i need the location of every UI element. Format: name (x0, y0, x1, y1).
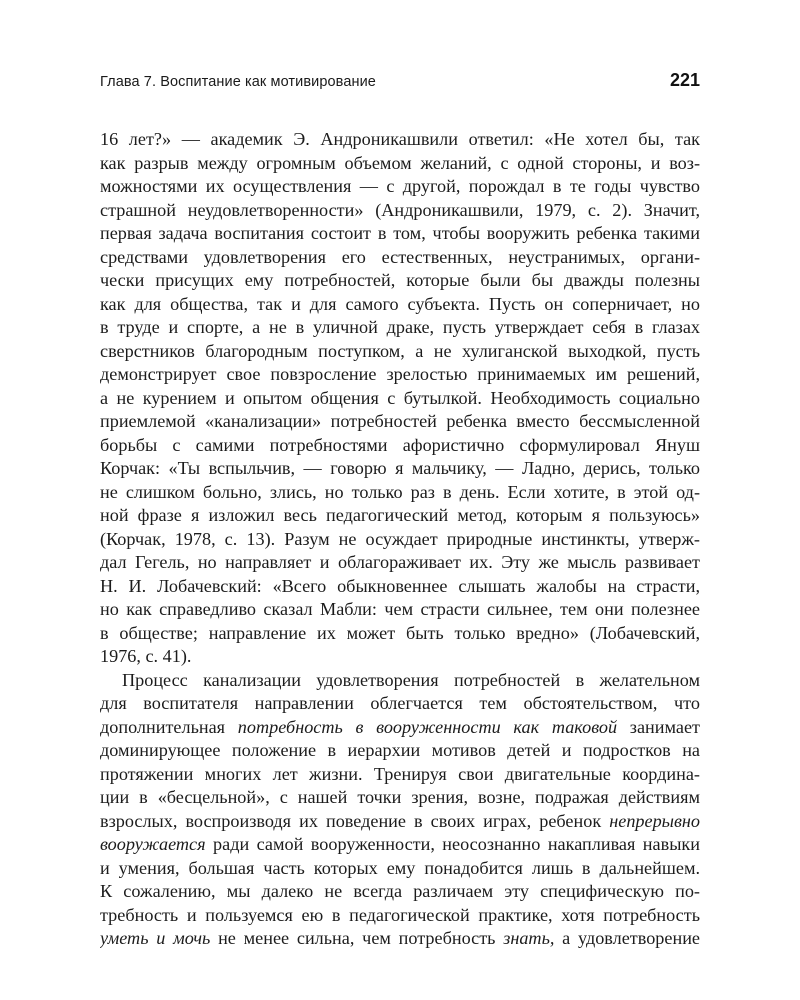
text-segment: протяжении многих лет жизни. Тренируя свои двигательные координа- (100, 763, 700, 784)
text-segment: дополнительная (100, 716, 238, 737)
text-line (100, 575, 700, 599)
text-line (100, 246, 700, 270)
text-segment: ции в «бесцельной», с нашей точки зрения, возне, подражая действиям (100, 787, 700, 807)
text-segment: взрослых, воспроизводя их поведение в своих играх, ребенок (100, 810, 610, 831)
text-line (100, 293, 700, 317)
text-line (100, 645, 700, 669)
text-segment: сверстников благородным поступком, а не хулиганской выходкой, пусть (100, 340, 700, 361)
text-segment: в труде и спорте, а не в уличной драке, пусть утверждает себя в глазах (100, 317, 700, 337)
text-segment: как для общества, так и для самого субъекта. Пусть он соперничает, но (100, 293, 700, 314)
text-line (100, 857, 700, 881)
text-segment: доминирующее положение в иерархии мотивов детей и подростков на (100, 740, 700, 760)
text-segment: страшной неудовлетворенности» (Андроникашвили, 1979, с. 2). Значит, (100, 199, 700, 220)
text-line (100, 269, 700, 293)
text-segment: первая задача воспитания состоит в том, чтобы вооружить ребенка такими (100, 223, 700, 243)
text-line (100, 786, 700, 810)
text-line (100, 551, 700, 575)
text-segment: приемлемой «канализации» потребностей ребенка вместо бессмысленной (100, 411, 700, 431)
paragraph (100, 669, 700, 951)
text-line (100, 927, 700, 951)
text-line (100, 763, 700, 787)
text-segment: и умения, большая часть которых ему понадобится лишь в дальнейшем. (100, 857, 700, 878)
text-line (100, 387, 700, 411)
text-segment: чески присущих ему потребностей, которые были бы дважды полезны (100, 270, 700, 290)
text-segment: (Корчак, 1978, с. 13). Разум не осуждает природные инстинкты, утверж- (100, 528, 700, 549)
text-segment: Корчак: «Ты вспыльчив, — говорю я мальчику, — Ладно, дерись, только (100, 458, 700, 478)
text-line (100, 316, 700, 340)
text-line (100, 363, 700, 387)
paragraph (100, 128, 700, 669)
text-line (100, 410, 700, 434)
text-segment: но как справедливо сказал Мабли: чем страсти сильнее, тем они полезнее (100, 599, 700, 619)
text-line (100, 669, 700, 693)
text-line (100, 622, 700, 646)
text-segment: а не курением и опытом общения с бутылкой. Необходимость социально (100, 387, 700, 408)
text-segment: как разрыв между огромным объемом желаний, с одной стороны, и воз- (100, 152, 700, 173)
text-segment: в обществе; направление их может быть только вредно» (Лобачевский, (100, 622, 700, 643)
text-line (100, 716, 700, 740)
text-line (100, 810, 700, 834)
text-line (100, 128, 700, 152)
text-segment: занимает (617, 716, 700, 737)
text-line (100, 880, 700, 904)
text-segment: 16 лет?» — академик Э. Андроникашвили ответил: «Не хотел бы, так (100, 129, 700, 149)
text-line (100, 598, 700, 622)
text-segment: 1976, с. 41). (100, 646, 192, 666)
text-segment: требность и пользуемся ею в педагогической практике, хотя потребность (100, 904, 700, 925)
body-text (100, 128, 700, 951)
text-segment: для воспитателя направлении облегчается тем обстоятельством, что (100, 693, 700, 713)
italic-text: уметь и мочь (100, 928, 211, 948)
text-segment: К сожалению, мы далеко не всегда различаем эту специфическую по- (100, 881, 700, 901)
text-segment: Н. И. Лобачевский: «Всего обыкновеннее слышать жалобы на страсти, (100, 575, 700, 596)
text-line (100, 340, 700, 364)
text-line (100, 222, 700, 246)
text-segment: ной фразе я изложил весь педагогический метод, которым я пользуюсь» (100, 505, 700, 525)
text-line (100, 692, 700, 716)
chapter-title: Глава 7. Воспитание как мотивирование (100, 74, 376, 90)
italic-text: непрерывно (609, 810, 700, 831)
text-line (100, 175, 700, 199)
text-line (100, 904, 700, 928)
page-number: 221 (669, 70, 700, 90)
text-segment: борьбы с самими потребностями афористично сформулировал Януш (100, 434, 700, 455)
text-segment: не слишком больно, злись, но только раз в день. Если хотите, в этой од- (100, 481, 700, 502)
text-line (100, 457, 700, 481)
running-header (100, 70, 700, 100)
text-line (100, 481, 700, 505)
italic-text: вооружается (100, 834, 206, 854)
text-segment: не менее сильна, чем потребность (210, 928, 504, 948)
text-line (100, 152, 700, 176)
text-segment: дал Гегель, но направляет и облагораживает их. Эту же мысль развивает (100, 552, 700, 572)
text-line (100, 528, 700, 552)
italic-text: потребность в вооруженности как таковой (237, 716, 618, 737)
text-segment: Процесс канализации удовлетворения потребностей в желательном (122, 669, 700, 690)
text-segment: ради самой вооруженности, неосознанно накапливая навыки (205, 834, 700, 854)
text-segment: а удовлетворение (554, 928, 700, 948)
text-segment: средствами удовлетворения его естественных, неустранимых, органи- (100, 246, 700, 267)
text-segment: можностями их осуществления — с другой, порождал в те годы чувство (100, 176, 700, 196)
text-segment: демонстрирует свое повзросление зрелостью принимаемых им решений, (100, 364, 700, 384)
text-line (100, 504, 700, 528)
italic-text: знать, (503, 928, 555, 948)
text-line (100, 434, 700, 458)
text-line (100, 833, 700, 857)
text-line (100, 739, 700, 763)
text-line (100, 199, 700, 223)
